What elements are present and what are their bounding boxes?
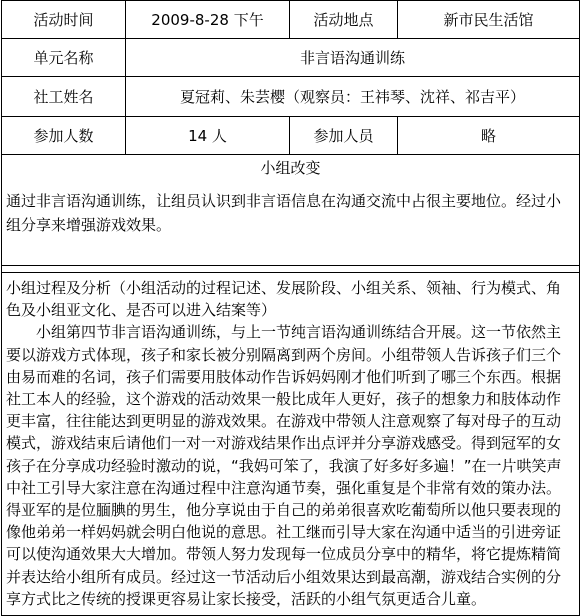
activity-place-label: 活动地点	[290, 1, 398, 39]
group-process-text: 小组第四节非言语沟通训练，与上一节纯言语沟通训练结合开展。这一节依然主要以游戏方式体现，孩子和家长被分别隔离到两个房间。小组带领人告诉孩子们三个由易而难的名词，孩子们需要用肢体动作告诉妈妈刚才他们听到了哪三个东西。根据社工本人的经验，这个游戏的活动效果一般比成年人更好，孩子的想象力和肢体动作更丰富，往往能达到更明显的游戏效果。在游戏中带领人注意观察了每对母子的互动模式，游戏结束后请他们一对一对游戏结果作出点评并分享游戏感受。得到冠军的女孩子在分享成功经验时激动的说，“我妈可笨了，我演了好多好多遍！”在一片哄笑声中社工引导大家注意在沟通过程中注意沟通节奏，强化重复是个非常有效的策办法。得亚军的是位腼腆的男生，他分享说由于自己的弟弟很喜欢吃葡萄所以他只要表现的像他弟弟一样妈妈就会明白他说的意思。社工继而引导大家在沟通中适当的引进旁证可以使沟通效果大大增加。带领人努力发现每一位成员分享中的精华，将它提炼精简并表达给小组所有成员。经过这一节活动后小组效果达到最高潮，游戏结合实例的分享方式比之传统的授课更容易让家长接受，活跃的小组气氛更适合儿童。	[6, 323, 562, 608]
record-sheet	[1, 0, 579, 610]
group-process-title: 小组过程及分析（小组活动的过程记述、发展阶段、小组关系、领袖、行为模式、角色及小组亚文化、是否可以进入结案等）	[6, 279, 562, 320]
social-worker-value: 夏冠莉、朱芸樱（观察员：王祎琴、沈祥、祁吉平）	[126, 77, 580, 117]
unit-name-label: 单元名称	[2, 39, 126, 77]
unit-name-value: 非言语沟通训练	[126, 39, 580, 77]
group-change-cell	[2, 155, 580, 266]
activity-place-value: 新市民生活馆	[398, 1, 580, 39]
group-change-heading: 小组改变	[260, 159, 321, 177]
participant-count-label: 参加人数	[2, 117, 126, 155]
social-worker-label: 社工姓名	[2, 77, 126, 117]
spacer-cell	[2, 266, 580, 273]
participants-value: 略	[398, 117, 580, 155]
activity-record-table	[1, 0, 580, 616]
row-time-place	[2, 1, 580, 39]
row-unit	[2, 39, 580, 77]
group-change-text: 通过非言语沟通训练，让组员认识到非言语信息在沟通交流中占很主要地位。经过小组分享来增强游戏效果。	[6, 192, 562, 234]
row-group-process	[2, 273, 580, 616]
row-group-change	[2, 155, 580, 266]
row-worker	[2, 77, 580, 117]
group-process-cell	[2, 273, 580, 616]
activity-time-value: 2009-8-28 下午	[126, 1, 290, 39]
participant-count-value: 14 人	[126, 117, 290, 155]
row-participants	[2, 117, 580, 155]
participants-label: 参加人员	[290, 117, 398, 155]
activity-time-label: 活动时间	[2, 1, 126, 39]
row-spacer	[2, 266, 580, 273]
